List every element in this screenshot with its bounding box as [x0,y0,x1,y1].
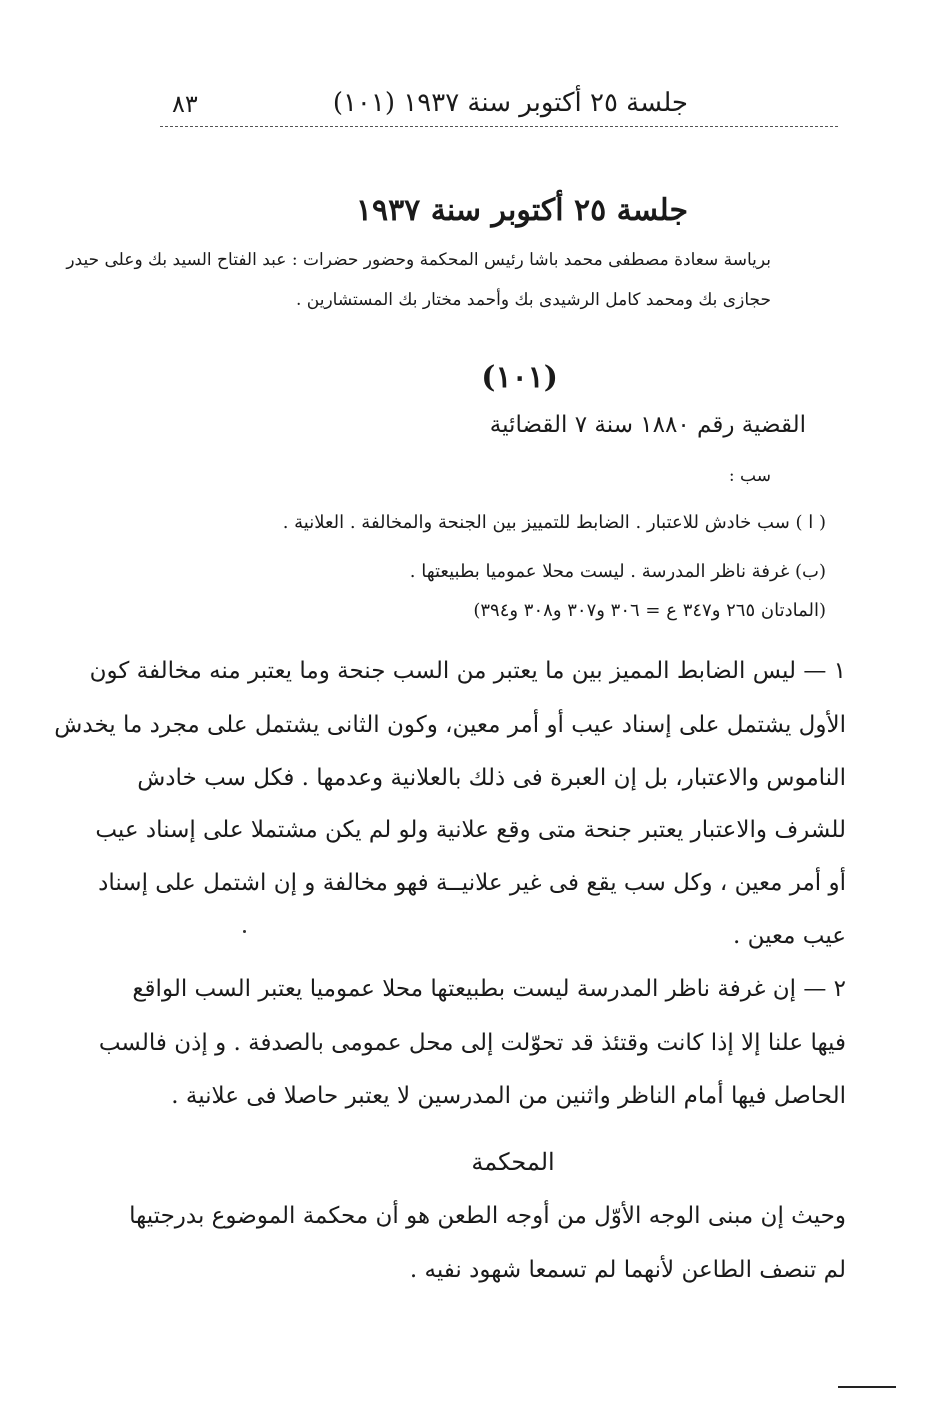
body-line: ١ — ليس الضابط المميز بين ما يعتبر من السب جنحة وما يعتبر منه مخالفة كون [89,658,846,684]
case-number: (١٠١) [481,360,558,395]
court-heading: المحكمة [471,1148,555,1176]
articles-reference: (المادتان ٢٦٥ و٣٤٧ ع = ٣٠٦ و٣٠٧ و٣٠٨ و٣٩٤) [473,600,826,621]
page-number: ٨٣ [172,90,198,118]
subject-label: سب : [728,466,771,486]
body-line: وحيث إن مبنى الوجه الأوّل من أوجه الطعن هو أن محكمة الموضوع بدرجتيها [129,1203,846,1229]
presidency-line-1: برياسة سعادة مصطفى محمد باشا رئيس المحكمة وحضور حضرات : عبد الفتاح السيد بك وعلى حيدر [66,250,771,270]
header-rule [160,126,838,127]
session-title: جلسة ٢٥ أكتوبر سنة ١٩٣٧ [355,193,688,228]
presidency-line-2: حجازى بك ومحمد كامل الرشيدى بك وأحمد مختار بك المستشارين . [295,290,771,310]
ink-speck [243,930,246,933]
running-header: جلسة ٢٥ أكتوبر سنة ١٩٣٧ (١٠١) [332,88,688,118]
case-title: القضية رقم ١٨٨٠ سنة ٧ القضائية [489,412,806,438]
subject-item: ( ا ) سب خادش للاعتبار . الضابط للتمييز بين الجنحة والمخالفة . العلانية . [282,512,826,533]
body-line: الحاصل فيها أمام الناظر واثنين من المدرسين لا يعتبر حاصلا فى علانية . [171,1083,846,1109]
body-line: لم تنصف الطاعن لأنهما لم تسمعا شهود نفيه . [409,1257,846,1283]
body-line: عيب معين . [732,923,846,949]
footer-rule [838,1386,896,1388]
subject-item: (ب) غرفة ناظر المدرسة . ليست محلا عموميا بطبيعتها . [409,561,826,582]
body-line: الأول يشتمل على إسناد عيب أو أمر معين، وكون الثانى يشتمل على مجرد ما يخدش [54,712,846,738]
body-line: الناموس والاعتبار، بل إن العبرة فى ذلك بالعلانية وعدمها . فكل سب خادش [137,765,846,791]
body-line: فيها علنا إلا إذا كانت وقتئذ قد تحوّلت إلى محل عمومى بالصدفة . و إذن فالسب [98,1030,846,1056]
body-line: ٢ — إن غرفة ناظر المدرسة ليست بطبيعتها محلا عموميا يعتبر السب الواقع [132,976,846,1002]
body-line: للشرف والاعتبار يعتبر جنحة متى وقع علانية ولو لم يكن مشتملا على إسناد عيب [95,817,846,843]
body-line: أو أمر معين ، وكل سب يقع فى غير علانيــة فهو مخالفة و إن اشتمل على إسناد [98,870,846,896]
